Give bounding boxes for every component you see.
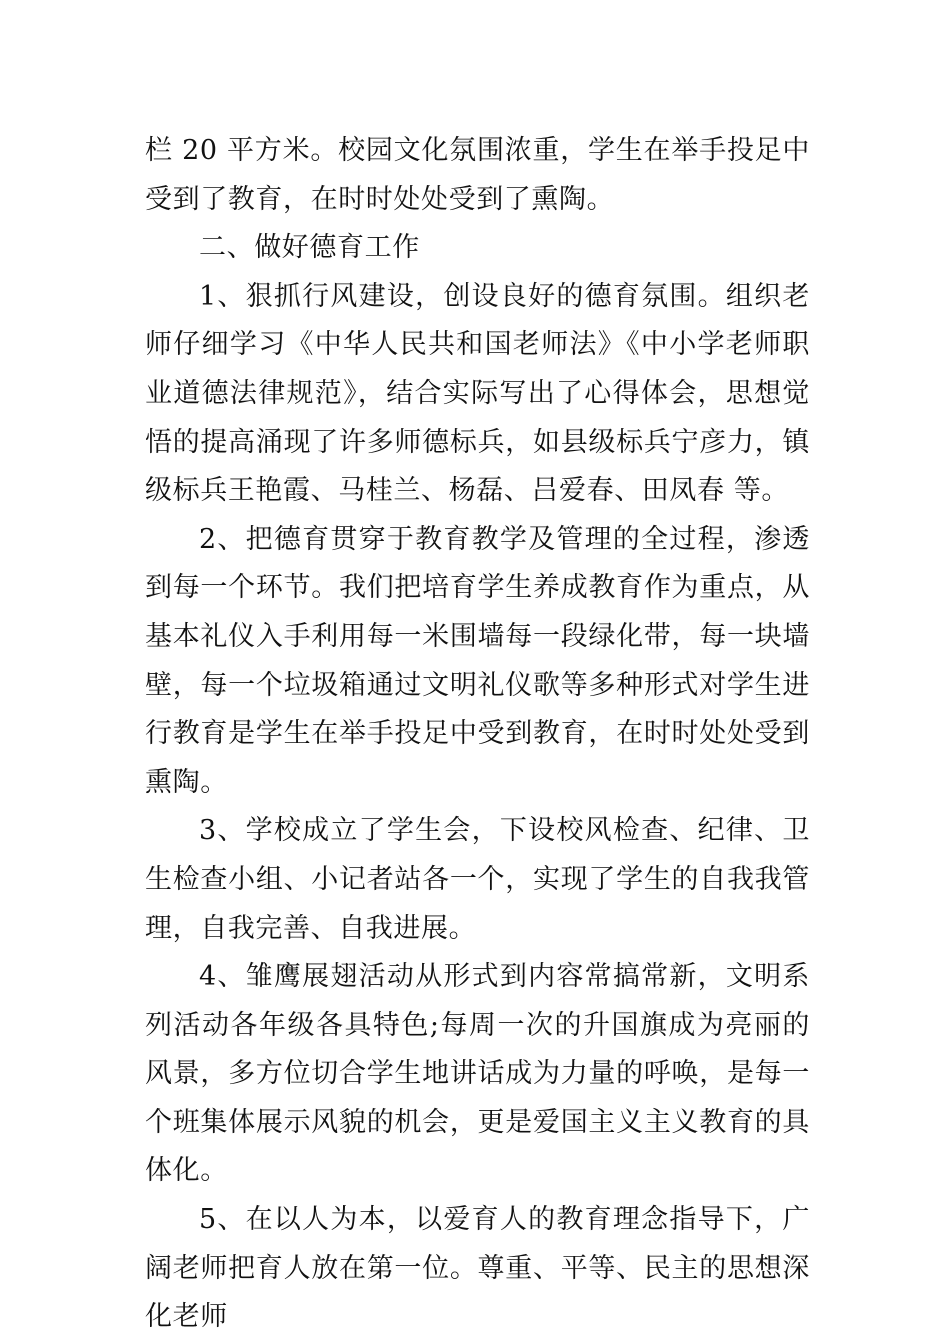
document-body [145,127,810,1342]
paragraph-item-5: 5、在以人为本，以爱育人的教育理念指导下，广阔老师把育人放在第一位。尊重、平等、民主的思想深化老师 [145,1204,810,1333]
paragraph-item-4: 4、雏鹰展翅活动从形式到内容常搞常新，文明系列活动各年级各具特色;每周一次的升国旗成为亮丽的风景，多方位切合学生地讲话成为力量的呼唤，是每一个班集体展示风貌的机会，更是爱国主义主义教育的具体化。 [145,961,810,1187]
paragraph-item-1: 1、狠抓行风建设，创设良好的德育氛围。组织老师仔细学习《中华人民共和国老师法》《中小学老师职业道德法律规范》，结合实际写出了心得体会，思想觉悟的提高涌现了许多师德标兵，如县级标兵宁彦力，镇级标兵王艳霞、马桂兰、杨磊、吕爱春、田凤春 等。 [145,280,810,507]
paragraph-item-3: 3、学校成立了学生会，下设校风检查、纪律、卫生检查小组、小记者站各一个，实现了学生的自我我管理，自我完善、自我进展。 [145,815,810,944]
section-heading: 二、做好德育工作 [199,232,420,264]
paragraph-item-2: 2、把德育贯穿于教育教学及管理的全过程，渗透到每一个环节。我们把培育学生养成教育作为重点，从基本礼仪入手利用每一米围墙每一段绿化带，每一块墙壁，每一个垃圾箱通过文明礼仪歌等多种形式对学生进行教育是学生在举手投足中受到教育，在时时处处受到熏陶。 [145,523,810,798]
paragraph-continuation: 栏 20 平方米。校园文化氛围浓重，学生在举手投足中受到了教育，在时时处处受到了熏陶。 [145,135,810,215]
